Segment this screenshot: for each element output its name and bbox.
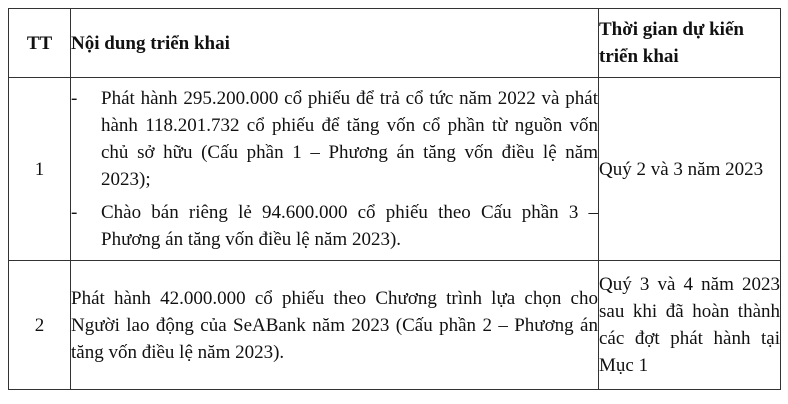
header-content: Nội dung triển khai: [71, 9, 599, 78]
row-content: [71, 261, 599, 390]
time-text: Quý 2 và 3 năm 2023: [599, 158, 764, 180]
list-item: [71, 199, 598, 253]
row-content: [71, 78, 599, 261]
list-item: [71, 85, 598, 193]
header-tt: TT: [9, 9, 71, 78]
table-row: [9, 261, 781, 390]
row-number: 2: [9, 261, 71, 390]
header-time: Thời gian dự kiến triển khai: [599, 9, 781, 78]
dash-marker: -: [71, 88, 78, 109]
dash-marker: -: [71, 202, 78, 223]
row-time: [599, 261, 781, 390]
row-time: [599, 78, 781, 261]
table-header-row: [9, 9, 781, 78]
row-number: 1: [9, 78, 71, 261]
content-text: Phát hành 42.000.000 cổ phiếu theo Chương trình lựa chọn cho Người lao động của SeABank năm 2023 (Cấu phần 2 – Phương án tăng vốn điều lệ năm 2023).: [71, 287, 598, 363]
list-item-text: Chào bán riêng lẻ 94.600.000 cổ phiếu theo Cấu phần 3 – Phương án tăng vốn điều lệ năm 2023).: [101, 202, 598, 250]
table-row: [9, 78, 781, 261]
time-text: Quý 3 và 4 năm 2023 sau khi đã hoàn thành các đợt phát hành tại Mục 1: [599, 274, 780, 376]
list-item-text: Phát hành 295.200.000 cổ phiếu để trả cổ tức năm 2022 và phát hành 118.201.732 cổ phiếu để tăng vốn cổ phần từ nguồn vốn chủ sở hữu (Cấu phần 1 – Phương án tăng vốn điều lệ năm 2023);: [101, 88, 598, 190]
implementation-table: [8, 8, 781, 390]
